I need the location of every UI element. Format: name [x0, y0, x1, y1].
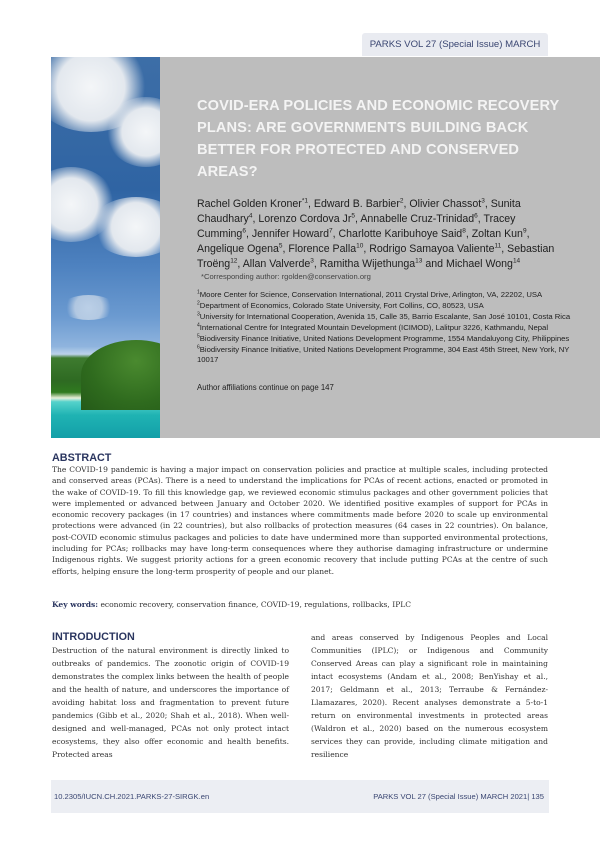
- page-footer: [51, 780, 549, 813]
- author-affiliation-marker: 7: [329, 227, 333, 235]
- author-affiliation-marker: 8: [462, 227, 466, 235]
- affiliation-number: 2: [197, 300, 200, 307]
- author-affiliation-marker: 12: [230, 257, 238, 265]
- affiliation-item: [197, 323, 577, 333]
- affiliation-item: [197, 345, 577, 366]
- affiliation-text: Biodiversity Finance Initiative, United Nations Development Programme, 1554 Mandaluyong City, Philippines: [199, 334, 570, 343]
- author-name: Jennifer Howard: [251, 228, 329, 240]
- author-affiliation-marker: 10: [356, 242, 364, 250]
- author-name: Zoltan Kun: [471, 228, 523, 240]
- author-affiliation-marker: 6: [242, 227, 246, 235]
- author-affiliation-marker: 3: [481, 197, 485, 205]
- affiliation-number: 6: [197, 344, 200, 351]
- author-name: Ramitha Wijethunga: [319, 258, 416, 270]
- affiliation-number: 1: [197, 289, 200, 296]
- doi-link[interactable]: 10.2305/IUCN.CH.2021.PARKS-27-SIRGK.en: [54, 792, 210, 801]
- abstract-body: The COVID-19 pandemic is having a major impact on conservation policies and practice at multiple scales, including protected and conserved areas (PCAs). There is a need to understand the implications for PCAs of recent actions, enacted or promoted in the wake of COVID-19. To fill this knowledge gap, we reviewed economic stimulus packages and other government policies that were implemented or advanced between January and October 2020. We identified positive examples of support for PCAs in economic recovery packages (in 17 countries) and instances where commitments made before 2020 to scale up environmental protections were advanced (in 22 countries), but also rollbacks of protection measures (64 cases in 22 countries). On balance, post-COVID economic stimulus packages and policies to date have undermined more than supported environmental protections, including for PCAs; rollbacks may have long-term consequences where they authorise damaging infrastructure or undermine Indigenous rights. We suggest priority actions for a green economic recovery that include putting PCAs at the centre of such efforts, helping ensure the long-term prosperity of people and our planet.: [52, 465, 548, 576]
- affiliation-text: Biodiversity Finance Initiative, United Nations Development Programme, 304 East 45th Street, New York, NY 10017: [197, 345, 570, 365]
- keywords-text: economic recovery, conservation finance, COVID-19, regulations, rollbacks, IPLC: [100, 600, 412, 609]
- author-name: Rodrigo Samayoa Valiente: [369, 243, 495, 255]
- author-name: Allan Valverde: [242, 258, 311, 270]
- journal-issue-tab: PARKS VOL 27 (Special Issue) MARCH: [362, 33, 548, 56]
- affiliation-text: Moore Center for Science, Conservation International, 2011 Crystal Drive, Arlington, VA, 22202, USA: [199, 290, 543, 299]
- author-and: and: [425, 258, 444, 270]
- affiliation-item: [197, 301, 577, 311]
- page-info: PARKS VOL 27 (Special Issue) MARCH 2021| 135: [373, 792, 544, 801]
- keywords-label: Key words:: [52, 600, 99, 609]
- author-affiliation-marker: 5: [278, 242, 283, 250]
- author-affiliation-marker: 13: [415, 257, 423, 265]
- introduction-heading: INTRODUCTION: [52, 631, 135, 643]
- tropical-island-photo: [51, 57, 160, 438]
- author-affiliation-marker: 4: [248, 212, 253, 220]
- affiliation-number: 4: [197, 322, 200, 329]
- author-list: Rachel Golden Kroner$^{*1}$, Edward B. Barbier$^2$, Olivier Chassot$^3$, Sunita Chaudhary$^4$, Lorenzo Cordova Jr$^5$, Annabelle Cruz-Trinidad$^6$, Tracey Cumming$^6$, Jennifer Howard$^7$, Charlotte Karibuhoye Said$^8$, Zoltan Kun$^9$, Angelique Ogena$^5$, Florence Palla$^{10}$, Rodrigo Samayoa Valiente$^{11}$, Sebastian Troëng$^{12}$, Allan Valverde$^3$, Ramitha Wijethunga$^{13}$ and Michael Wong$^{14}$: [197, 197, 555, 270]
- affiliation-number: 5: [197, 333, 200, 340]
- affiliation-text: University for International Cooperation, Avenida 15, Calle 35, Barrio Escalante, San José 10101, Costa Rica: [199, 312, 571, 321]
- author-name: Lorenzo Cordova Jr: [258, 213, 352, 225]
- author-affiliation-marker: 2: [399, 197, 404, 205]
- author-name: Sunita Chaudhary: [197, 198, 521, 225]
- introduction-column-1: Destruction of the natural environment is directly linked to outbreaks of pandemics. The zoonotic origin of COVID-19 demonstrates the complex links between the health of people and the health of nature, and underscores the importance of avoiding habitat loss and fragmentation to prevent future pandemics (Gibb et al., 2020; Shah et al., 2018). When well-designed and well-managed, PCAs not only protect intact ecosystems, they also offer economic and health benefits. Protected areas: [52, 646, 289, 759]
- island-hill: [81, 340, 160, 410]
- article-title: COVID-ERA POLICIES AND ECONOMIC RECOVERY PLANS: ARE GOVERNMENTS BUILDING BACK BETTER FOR PROTECTED AND CONSERVED AREAS?: [197, 98, 560, 180]
- affiliation-item: [197, 290, 577, 300]
- affiliation-text: Department of Economics, Colorado State University, Fort Collins, CO, 80523, USA: [199, 301, 484, 310]
- affiliation-item: [197, 312, 577, 322]
- abstract-heading: ABSTRACT: [52, 452, 112, 464]
- affiliation-text: International Centre for Integrated Mountain Development (ICIMOD), Lalitpur 3226, Kathmandu, Nepal: [199, 323, 549, 332]
- author-affiliation-marker: 3: [310, 257, 314, 265]
- author-name: Annabelle Cruz-Trinidad: [360, 213, 475, 225]
- author-name: Michael Wong: [446, 258, 513, 270]
- author-name: Charlotte Karibuhoye Said: [338, 228, 463, 240]
- author-affiliation-marker: 11: [494, 242, 502, 250]
- author-name: Sebastian Troëng: [197, 243, 555, 270]
- author-affiliation-marker: 6: [474, 212, 478, 220]
- corresponding-author: *Corresponding author: rgolden@conservation.org: [201, 272, 371, 281]
- author-name: Edward B. Barbier: [313, 198, 400, 210]
- affiliation-number: 3: [197, 311, 200, 318]
- keywords: [52, 600, 548, 609]
- author-affiliation-marker: 5: [351, 212, 356, 220]
- author-name: Rachel Golden Kroner: [197, 198, 302, 210]
- cloud-shape: [61, 295, 116, 320]
- affiliations-continue-note: Author affiliations continue on page 147: [197, 383, 334, 392]
- affiliations: [197, 290, 577, 366]
- author-name: Olivier Chassot: [409, 198, 482, 210]
- introduction-column-2: and areas conserved by Indigenous Peoples and Local Communities (IPLC); or Indigenous and Community Conserved Areas can play a significant role in maintaining intact ecosystems (Andam et al., 2008; BenYishay et al., 2017; Geldmann et al., 2013; Terraube & Fernández-Llamazares, 2020). Recent analyses demonstrate a 5-to-1 return on environmental investments in protected areas (Waldron et al., 2020) based on the numerous ecosystem services they can provide, including climate mitigation and resilience: [311, 633, 548, 759]
- author-affiliation-marker: 9: [522, 227, 527, 235]
- author-name: Tracey Cumming: [197, 213, 516, 240]
- author-affiliation-marker: 14: [512, 257, 521, 265]
- author-affiliation-marker: *1: [301, 197, 308, 205]
- author-name: Angelique Ogena: [197, 243, 279, 255]
- author-name: Florence Palla: [288, 243, 357, 255]
- affiliation-item: [197, 334, 577, 344]
